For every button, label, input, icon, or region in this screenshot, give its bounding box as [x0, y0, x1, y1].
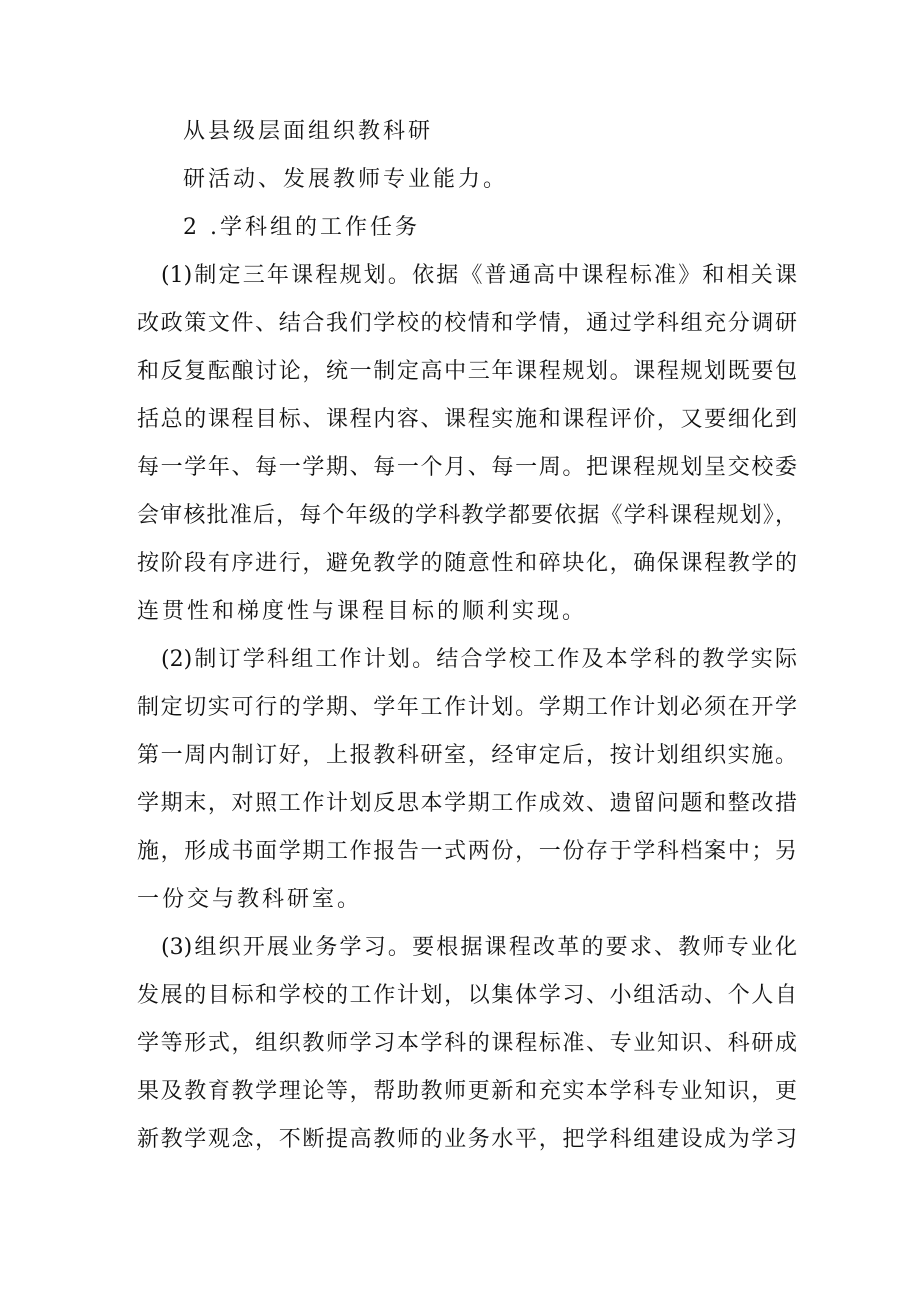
- paragraph-1-line-6: 会审核批准后，每个年级的学科教学都要依据《学科课程规划》，: [137, 503, 797, 528]
- paragraph-2-line-1: (2)制订学科组工作计划。结合学校工作及本学科的教学实际: [161, 647, 797, 672]
- intro-line-1: 从县级层面组织教科研: [183, 119, 434, 144]
- paragraph-1-line-8: 连贯性和梯度性与课程目标的顺利实现。: [137, 599, 588, 624]
- paragraph-1-line-2: 改政策文件、结合我们学校的校情和学情，通过学科组充分调研: [137, 311, 797, 336]
- paragraph-2-line-5: 施，形成书面学期工作报告一式两份，一份存于学科档案中；另: [137, 839, 797, 864]
- intro-line-2: 研活动、发展教师专业能力。: [183, 167, 509, 192]
- paragraph-2-line-2: 制定切实可行的学期、学年工作计划。学期工作计划必须在开学: [137, 695, 797, 720]
- paragraph-2-line-3: 第一周内制订好，上报教科研室，经审定后，按计划组织实施。: [137, 743, 797, 768]
- paragraph-2-line-6: 一份交与教科研室。: [137, 887, 363, 912]
- paragraph-1-line-5: 每一学年、每一学期、每一个月、每一周。把课程规划呈交校委: [137, 455, 797, 480]
- section-heading: 2 .学科组的工作任务: [183, 215, 420, 240]
- paragraph-1-line-3: 和反复酝酿讨论，统一制定高中三年课程规划。课程规划既要包: [137, 359, 797, 384]
- paragraph-1-line-4: 括总的课程目标、课程内容、课程实施和课程评价，又要细化到: [137, 407, 797, 432]
- paragraph-1-line-7: 按阶段有序进行，避免教学的随意性和碎块化，确保课程教学的: [137, 551, 797, 576]
- paragraph-3-line-3: 学等形式，组织教师学习本学科的课程标准、专业知识、科研成: [137, 1031, 797, 1056]
- paragraph-3-line-2: 发展的目标和学校的工作计划，以集体学习、小组活动、个人自: [137, 983, 797, 1008]
- paragraph-3-line-5: 新教学观念，不断提高教师的业务水平，把学科组建设成为学习: [137, 1127, 797, 1152]
- paragraph-3-line-4: 果及教育教学理论等，帮助教师更新和充实本学科专业知识，更: [137, 1079, 797, 1104]
- paragraph-2-line-4: 学期末，对照工作计划反思本学期工作成效、遗留问题和整改措: [137, 791, 797, 816]
- paragraph-1-line-1: (1)制定三年课程规划。依据《普通高中课程标准》和相关课: [161, 263, 797, 288]
- paragraph-3-line-1: (3)组织开展业务学习。要根据课程改革的要求、教师专业化: [161, 935, 797, 960]
